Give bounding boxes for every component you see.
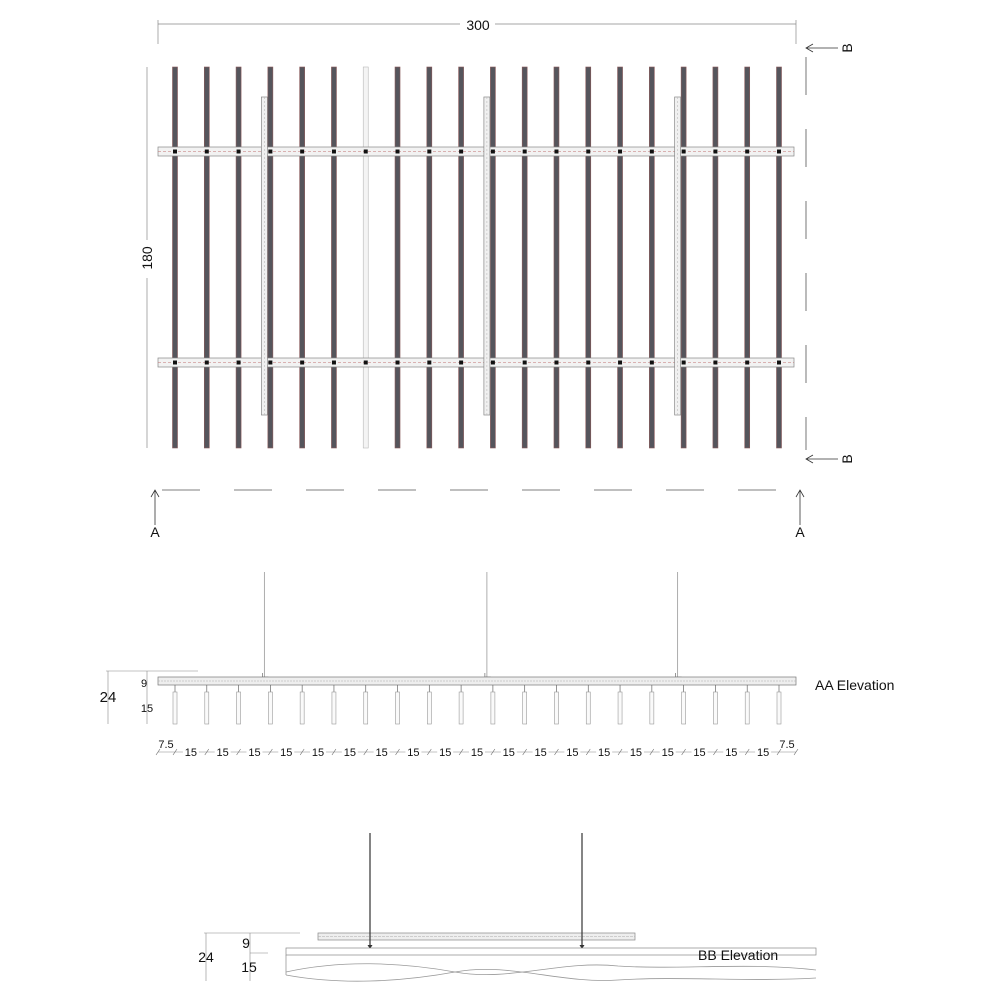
slat <box>554 67 559 448</box>
aa-spacing-label: 15 <box>756 747 770 759</box>
plan-height-dimension: 180 <box>139 246 155 270</box>
aa-pendant <box>427 692 431 724</box>
beam-joint <box>396 361 400 365</box>
beam-joint <box>459 361 463 365</box>
beam-joint <box>332 361 336 365</box>
aa-spacing-label: 15 <box>248 747 261 759</box>
aa-spacing-label: 15 <box>725 747 738 759</box>
beam-joint <box>173 361 177 365</box>
slat <box>331 67 336 448</box>
aa-spacing-label: 15 <box>598 747 611 759</box>
beam-joint <box>745 361 749 365</box>
slat <box>300 67 305 448</box>
aa-hanger-clip <box>676 673 682 677</box>
aa-pendant <box>491 692 495 724</box>
slat <box>236 67 241 448</box>
beam-joint <box>205 361 209 365</box>
beam-joint <box>586 150 590 154</box>
beam-joint <box>491 361 495 365</box>
aa-pendant <box>459 692 463 724</box>
slat <box>268 67 273 448</box>
section-a-left-label: A <box>150 524 160 540</box>
slat <box>745 67 750 448</box>
aa-spacing-label: 15 <box>470 747 484 759</box>
hanger-beam <box>484 97 490 415</box>
beam-joint <box>237 361 241 365</box>
beam-joint <box>173 150 177 154</box>
beam-joint <box>777 361 781 365</box>
beam-joint <box>364 150 368 154</box>
aa-spacing-label: 15 <box>311 747 325 759</box>
beam-joint <box>745 150 749 154</box>
bb-body-wave <box>286 964 816 975</box>
aa-pendant <box>586 692 590 724</box>
aa-hanger-clip <box>262 673 268 677</box>
aa-total-height-dimension: 24 <box>99 689 117 706</box>
aa-elevation-title: AA Elevation <box>815 677 895 693</box>
aa-pendant <box>300 692 304 724</box>
aa-pendant <box>713 692 717 724</box>
beam-joint <box>364 361 368 365</box>
aa-spacing-label: 15 <box>375 747 388 759</box>
aa-elevation-view <box>106 572 798 755</box>
aa-pendant <box>237 692 241 724</box>
aa-spacing-label: 15 <box>343 747 356 759</box>
beam-joint <box>491 150 495 154</box>
aa-pendant <box>650 692 654 724</box>
beam-joint <box>300 361 304 365</box>
beam-joint <box>332 150 336 154</box>
slat <box>522 67 527 448</box>
aa-spacing-label: 15 <box>693 747 706 759</box>
section-b-top-arrow-icon <box>806 44 838 52</box>
bb-total-height-dimension: 24 <box>198 949 214 965</box>
aa-pendant <box>205 692 209 724</box>
plan-view <box>147 20 838 525</box>
aa-spacing-label: 15 <box>629 747 643 759</box>
slat <box>649 67 654 448</box>
slat <box>363 67 368 448</box>
aa-spacing-label: 15 <box>661 747 674 759</box>
aa-spacing-label: 15 <box>216 747 229 759</box>
aa-pendant-height-dimension: 15 <box>140 703 154 715</box>
beam-joint <box>523 361 527 365</box>
beam-joint <box>650 361 654 365</box>
beam-joint <box>713 361 717 365</box>
beam-joint <box>682 361 686 365</box>
beam-joint <box>427 361 431 365</box>
aa-pendant <box>523 692 527 724</box>
slat <box>713 67 718 448</box>
beam-joint <box>618 150 622 154</box>
bb-elevation-title: BB Elevation <box>698 947 779 963</box>
slat <box>459 67 464 448</box>
slat <box>395 67 400 448</box>
aa-end-spacing-right: 7.5 <box>779 739 795 751</box>
aa-pendant <box>173 692 177 724</box>
beam-joint <box>300 150 304 154</box>
aa-pendant <box>332 692 336 724</box>
beam-joint <box>205 150 209 154</box>
slat <box>427 67 432 448</box>
aa-pendant <box>618 692 622 724</box>
aa-pendant <box>364 692 368 724</box>
beam-joint <box>777 150 781 154</box>
beam-joint <box>586 361 590 365</box>
aa-pendant <box>554 692 558 724</box>
section-b-top-label: B <box>839 43 855 53</box>
slat <box>490 67 495 448</box>
beam-joint <box>713 150 717 154</box>
beam-joint <box>396 150 400 154</box>
hanger-beam <box>261 97 267 415</box>
beam-joint <box>554 361 558 365</box>
section-b-bottom-arrow-icon <box>806 455 838 463</box>
section-b-bottom-label: B <box>839 454 855 464</box>
slat <box>204 67 209 448</box>
hanger-beam <box>675 97 681 415</box>
bb-beam-height-dimension: 9 <box>242 935 250 951</box>
section-a-right-label: A <box>795 524 805 540</box>
beam-joint <box>523 150 527 154</box>
aa-spacing-label: 15 <box>534 747 547 759</box>
beam-joint <box>459 150 463 154</box>
plan-width-dimension: 300 <box>466 17 490 33</box>
section-a-right-arrow-icon <box>796 490 804 525</box>
beam-joint <box>237 150 241 154</box>
section-a-left-arrow-icon <box>151 490 159 525</box>
aa-pendant <box>745 692 749 724</box>
slat <box>777 67 782 448</box>
aa-hanger-clip <box>485 673 491 677</box>
beam-joint <box>554 150 558 154</box>
bb-body-height-dimension: 15 <box>241 959 257 975</box>
aa-spacing-label: 15 <box>280 747 293 759</box>
aa-end-spacing-left: 7.5 <box>158 739 174 751</box>
aa-beam-height-dimension: 9 <box>140 678 148 690</box>
beam-joint <box>618 361 622 365</box>
aa-pendant <box>396 692 400 724</box>
beam-joint <box>268 361 272 365</box>
aa-spacing-label: 15 <box>502 747 515 759</box>
beam-joint <box>427 150 431 154</box>
bb-body-wave <box>286 969 816 981</box>
beam-joint <box>682 150 686 154</box>
slat <box>586 67 591 448</box>
slat <box>173 67 178 448</box>
aa-spacing-label: 15 <box>407 747 420 759</box>
aa-pendant <box>682 692 686 724</box>
beam-joint <box>268 150 272 154</box>
slat <box>618 67 623 448</box>
aa-spacing-label: 15 <box>566 747 579 759</box>
beam-joint <box>650 150 654 154</box>
slat <box>681 67 686 448</box>
aa-spacing-label: 15 <box>184 747 198 759</box>
aa-spacing-label: 15 <box>439 747 452 759</box>
aa-pendant <box>268 692 272 724</box>
aa-pendant <box>777 692 781 724</box>
